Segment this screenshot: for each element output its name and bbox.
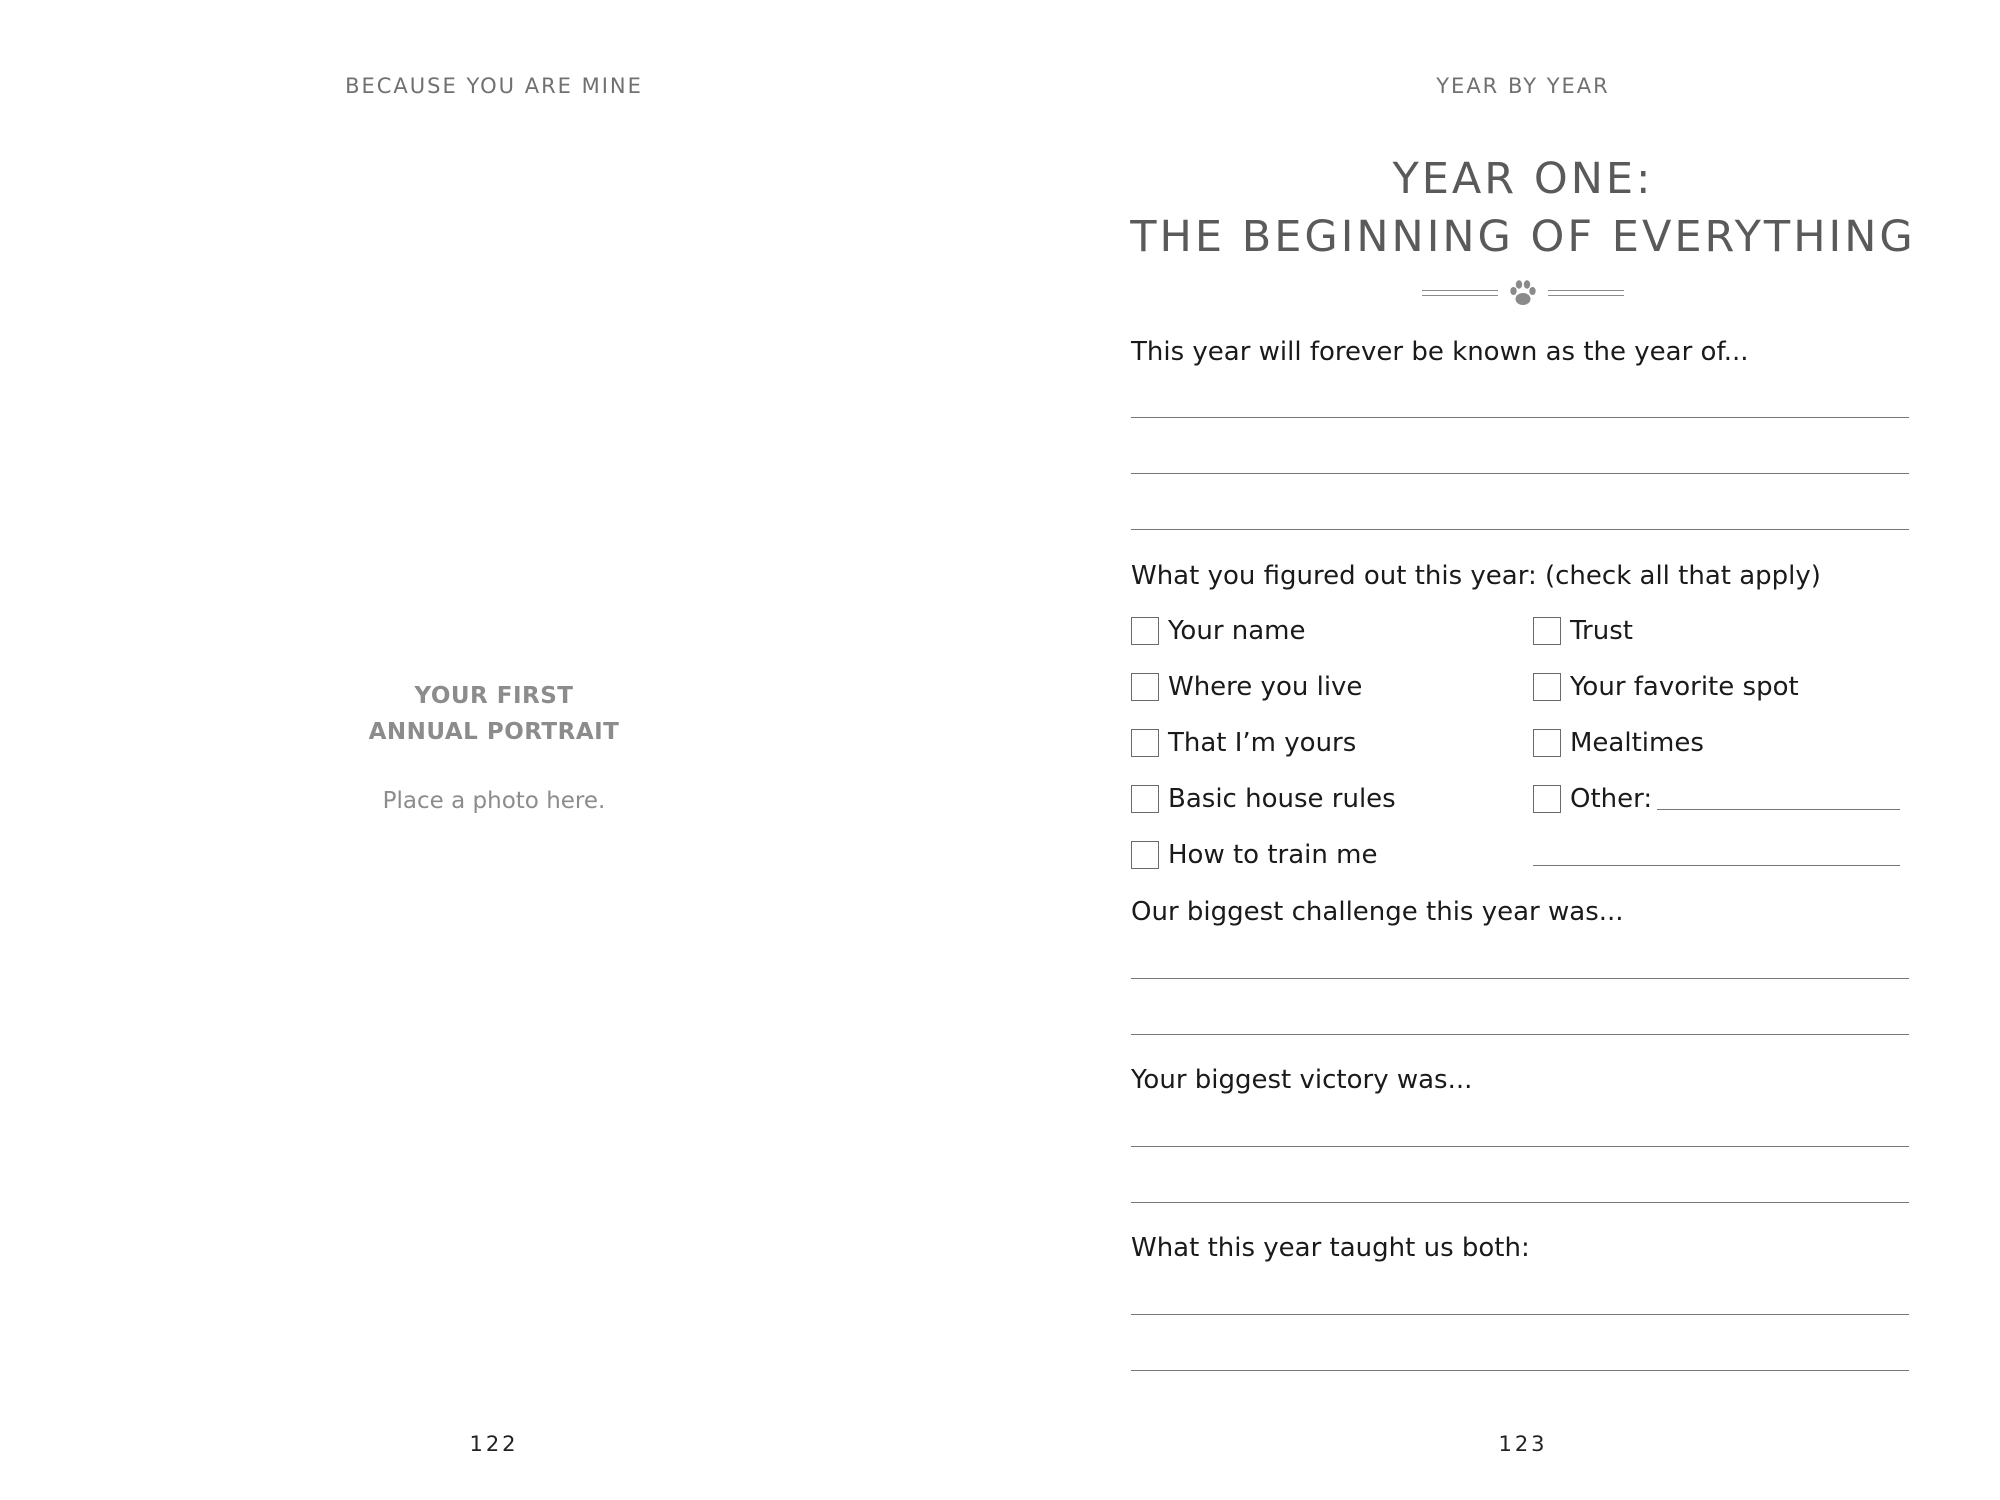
paw-print-icon: [1506, 276, 1540, 310]
checklist-item[interactable]: [1131, 670, 1362, 704]
portrait-title-line1: YOUR FIRST: [414, 683, 574, 709]
ornament-line-left: [1422, 290, 1498, 296]
checklist-label: Your favorite spot: [1570, 672, 1799, 702]
checklist-label: Where you live: [1168, 672, 1363, 702]
running-head-right: YEAR BY YEAR: [1436, 74, 1610, 98]
title-line1: YEAR ONE:: [1392, 154, 1654, 204]
checklist-item[interactable]: [1131, 838, 1377, 872]
checklist-item[interactable]: [1131, 782, 1396, 816]
write-in-line[interactable]: [1131, 1146, 1909, 1147]
checkbox[interactable]: [1533, 729, 1561, 757]
page-number-left: 122: [469, 1432, 519, 1456]
checklist-label: How to train me: [1168, 840, 1378, 870]
checkbox[interactable]: [1131, 673, 1159, 701]
right-page: [1000, 0, 2000, 1500]
checklist-item[interactable]: [1131, 726, 1356, 760]
checklist-label: Mealtimes: [1570, 728, 1704, 758]
checklist-label: Trust: [1570, 616, 1633, 646]
checklist-item-other[interactable]: [1533, 782, 1652, 816]
checkbox[interactable]: [1131, 729, 1159, 757]
write-in-line[interactable]: [1131, 529, 1909, 530]
running-head-left: BECAUSE YOU ARE MINE: [345, 74, 643, 98]
checklist-item[interactable]: [1533, 726, 1704, 760]
checklist-label: Basic house rules: [1168, 784, 1396, 814]
portrait-title-line2: ANNUAL PORTRAIT: [368, 719, 620, 745]
photo-placeholder-note: Place a photo here.: [382, 788, 606, 814]
checkbox[interactable]: [1131, 841, 1159, 869]
checkbox[interactable]: [1533, 617, 1561, 645]
checkbox[interactable]: [1131, 617, 1159, 645]
prompt-known-as: This year will forever be known as the year of...: [1131, 337, 1749, 367]
write-in-line[interactable]: [1131, 417, 1909, 418]
page-title: [1000, 150, 2000, 266]
checkbox[interactable]: [1533, 785, 1561, 813]
write-in-line[interactable]: [1131, 978, 1909, 979]
write-in-line[interactable]: [1131, 473, 1909, 474]
checklist-label: That I’m yours: [1168, 728, 1357, 758]
write-in-line[interactable]: [1131, 1202, 1909, 1203]
page-number-right: 123: [1498, 1432, 1548, 1456]
prompt-figured-out: What you figured out this year: (check all that apply): [1131, 561, 1821, 591]
prompt-taught: What this year taught us both:: [1131, 1233, 1530, 1263]
checkbox[interactable]: [1533, 673, 1561, 701]
checklist-item[interactable]: [1131, 614, 1306, 648]
write-in-line[interactable]: [1131, 1370, 1909, 1371]
checklist-label: Other:: [1570, 784, 1653, 814]
other-write-in-line[interactable]: [1533, 865, 1900, 866]
write-in-line[interactable]: [1131, 1314, 1909, 1315]
title-ornament: [1000, 276, 2000, 310]
photo-placeholder-title: [0, 678, 988, 750]
checklist-label: Your name: [1168, 616, 1306, 646]
other-write-in-line[interactable]: [1657, 809, 1900, 810]
prompt-challenge: Our biggest challenge this year was...: [1131, 897, 1624, 927]
checklist-item[interactable]: [1533, 614, 1633, 648]
ornament-line-right: [1548, 290, 1624, 296]
checklist-item[interactable]: [1533, 670, 1799, 704]
title-line2: THE BEGINNING OF EVERYTHING: [1130, 212, 1916, 262]
checkbox[interactable]: [1131, 785, 1159, 813]
prompt-victory: Your biggest victory was...: [1131, 1065, 1473, 1095]
write-in-line[interactable]: [1131, 1034, 1909, 1035]
